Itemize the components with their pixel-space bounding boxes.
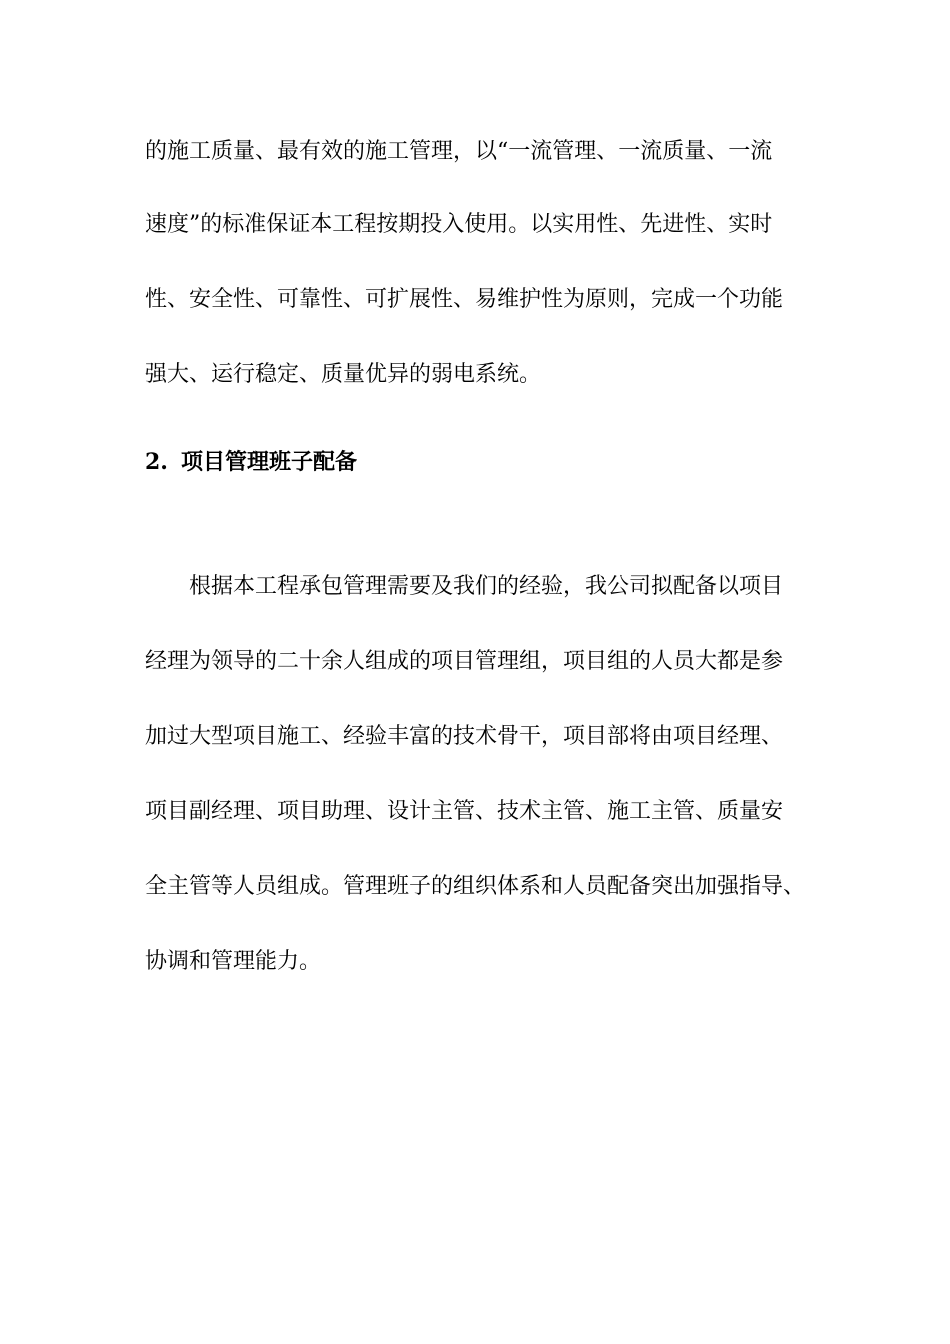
paragraph-1-line: 强大、运行稳定、质量优异的弱电系统。: [145, 362, 542, 387]
paragraph-2-line: 加过大型项目施工、经验丰富的技术骨干，项目部将由项目经理、: [145, 724, 784, 749]
paragraph-1-line: 的施工质量、最有效的施工管理，以“一流管理、一流质量、一流: [145, 139, 773, 164]
paragraph-1-line: 性、安全性、可靠性、可扩展性、易维护性为原则，完成一个功能: [145, 287, 784, 312]
section-heading: [145, 447, 357, 477]
section-title: 项目管理班子配备: [181, 449, 358, 475]
paragraph-2-line: 协调和管理能力。: [145, 949, 322, 974]
paragraph-2-line: 根据本工程承包管理需要及我们的经验，我公司拟配备以项目: [189, 574, 784, 599]
paragraph-2-line: 项目副经理、项目助理、设计主管、技术主管、施工主管、质量安: [145, 799, 784, 824]
section-number: 2.: [145, 449, 168, 475]
paragraph-1-line: 速度”的标准保证本工程按期投入使用。以实用性、先进性、实时: [145, 212, 773, 237]
paragraph-2-line: 经理为领导的二十余人组成的项目管理组，项目组的人员大都是参: [145, 649, 784, 674]
paragraph-2-line: 全主管等人员组成。管理班子的组织体系和人员配备突出加强指导、: [145, 874, 806, 899]
